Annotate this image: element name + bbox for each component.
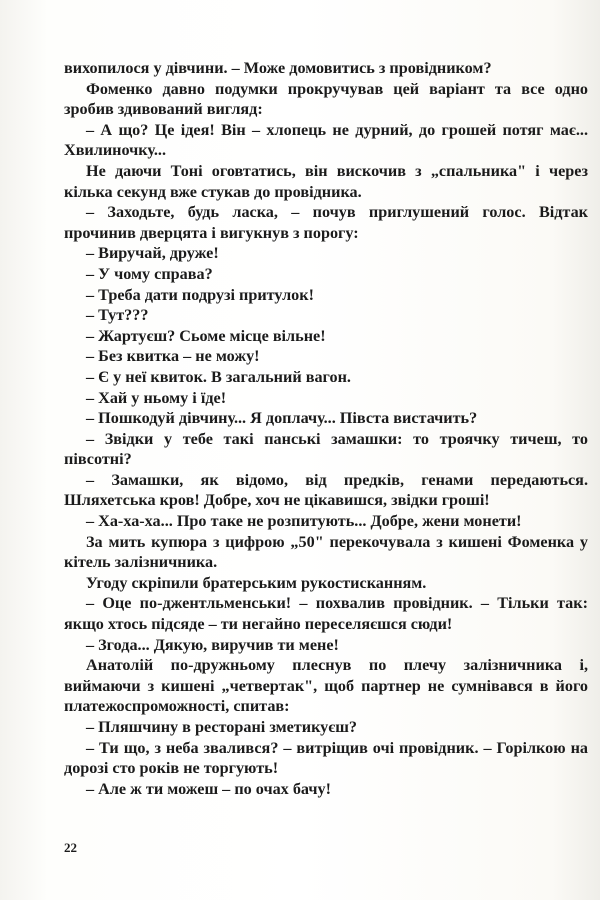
- paragraph: – А що? Це ідея! Він – хлопець не дурний, до грошей потяг має... Хвилиночку...: [64, 120, 588, 160]
- paragraph: – У чому справа?: [86, 264, 213, 283]
- paragraph: – Згода... Дякую, виручив ти мене!: [86, 635, 339, 654]
- paragraph: – Оце по-джентльменськи! – похвалив провідник. – Тільки так: якщо хтось підсяде – ти негайно переселяєшся сюди!: [64, 594, 588, 634]
- paragraph: – Жартуєш? Сьоме місце вільне!: [86, 326, 326, 345]
- paragraph: – Пошкодуй дівчину... Я доплачу... Півста вистачить?: [86, 409, 478, 428]
- paragraph: Не даючи Тоні оговтатись, він вискочив з „спальника" і через кілька секунд вже стукав до провідника.: [64, 161, 588, 201]
- paragraph: За мить купюра з цифрою „50" перекочувала з кишені Фоменка у кітель залізничника.: [64, 532, 588, 572]
- paragraph: Фоменко давно подумки прокручував цей варіант та все одно зробив здивований вигляд:: [64, 79, 588, 119]
- paragraph: Угоду скріпили братерським рукостисканням.: [86, 573, 427, 592]
- paragraph: – Але ж ти можеш – по очах бачу!: [86, 779, 331, 798]
- paragraph: – Тут???: [86, 306, 149, 325]
- paragraph: Анатолій по-дружньому плеснув по плечу залізничника і, виймаючи з кишені „четвертак", щоб партнер не сумнівався в його платежоспроможності, спитав:: [64, 656, 588, 716]
- page-body-text: [64, 58, 588, 799]
- paragraph: – Без квитка – не можу!: [86, 347, 260, 366]
- paragraph: – Ти що, з неба звалився? – витріщив очі провідник. – Горілкою на дорозі сто років не торгують!: [64, 738, 588, 778]
- paragraph: – Пляшчину в ресторані зметикуєш?: [86, 718, 358, 736]
- page-number: 22: [64, 840, 77, 855]
- paragraph: – Ха-ха-ха... Про таке не розпитують... Добре, жени монети!: [86, 512, 522, 531]
- paragraph: – Хай у ньому і їде!: [86, 388, 227, 407]
- paragraph: – Є у неї квиток. В загальний вагон.: [86, 367, 351, 386]
- paragraph: – Звідки у тебе такі панські замашки: то троячку тичеш, то півсотні?: [64, 429, 588, 469]
- paragraph: – Виручай, друже!: [86, 244, 219, 263]
- paragraph: – Треба дати подрузі притулок!: [86, 285, 314, 304]
- paragraph: – Заходьте, будь ласка, – почув приглушений голос. Відтак прочинив дверцята і вигукнув з порогу:: [64, 203, 588, 242]
- paragraph: – Замашки, як відомо, від предків, генами передаються. Шляхетська кров! Добре, хоч не цікавишся, звідки гроші!: [64, 470, 588, 510]
- paragraph: вихопилося у дівчини. – Може домовитись з провідником?: [64, 59, 492, 77]
